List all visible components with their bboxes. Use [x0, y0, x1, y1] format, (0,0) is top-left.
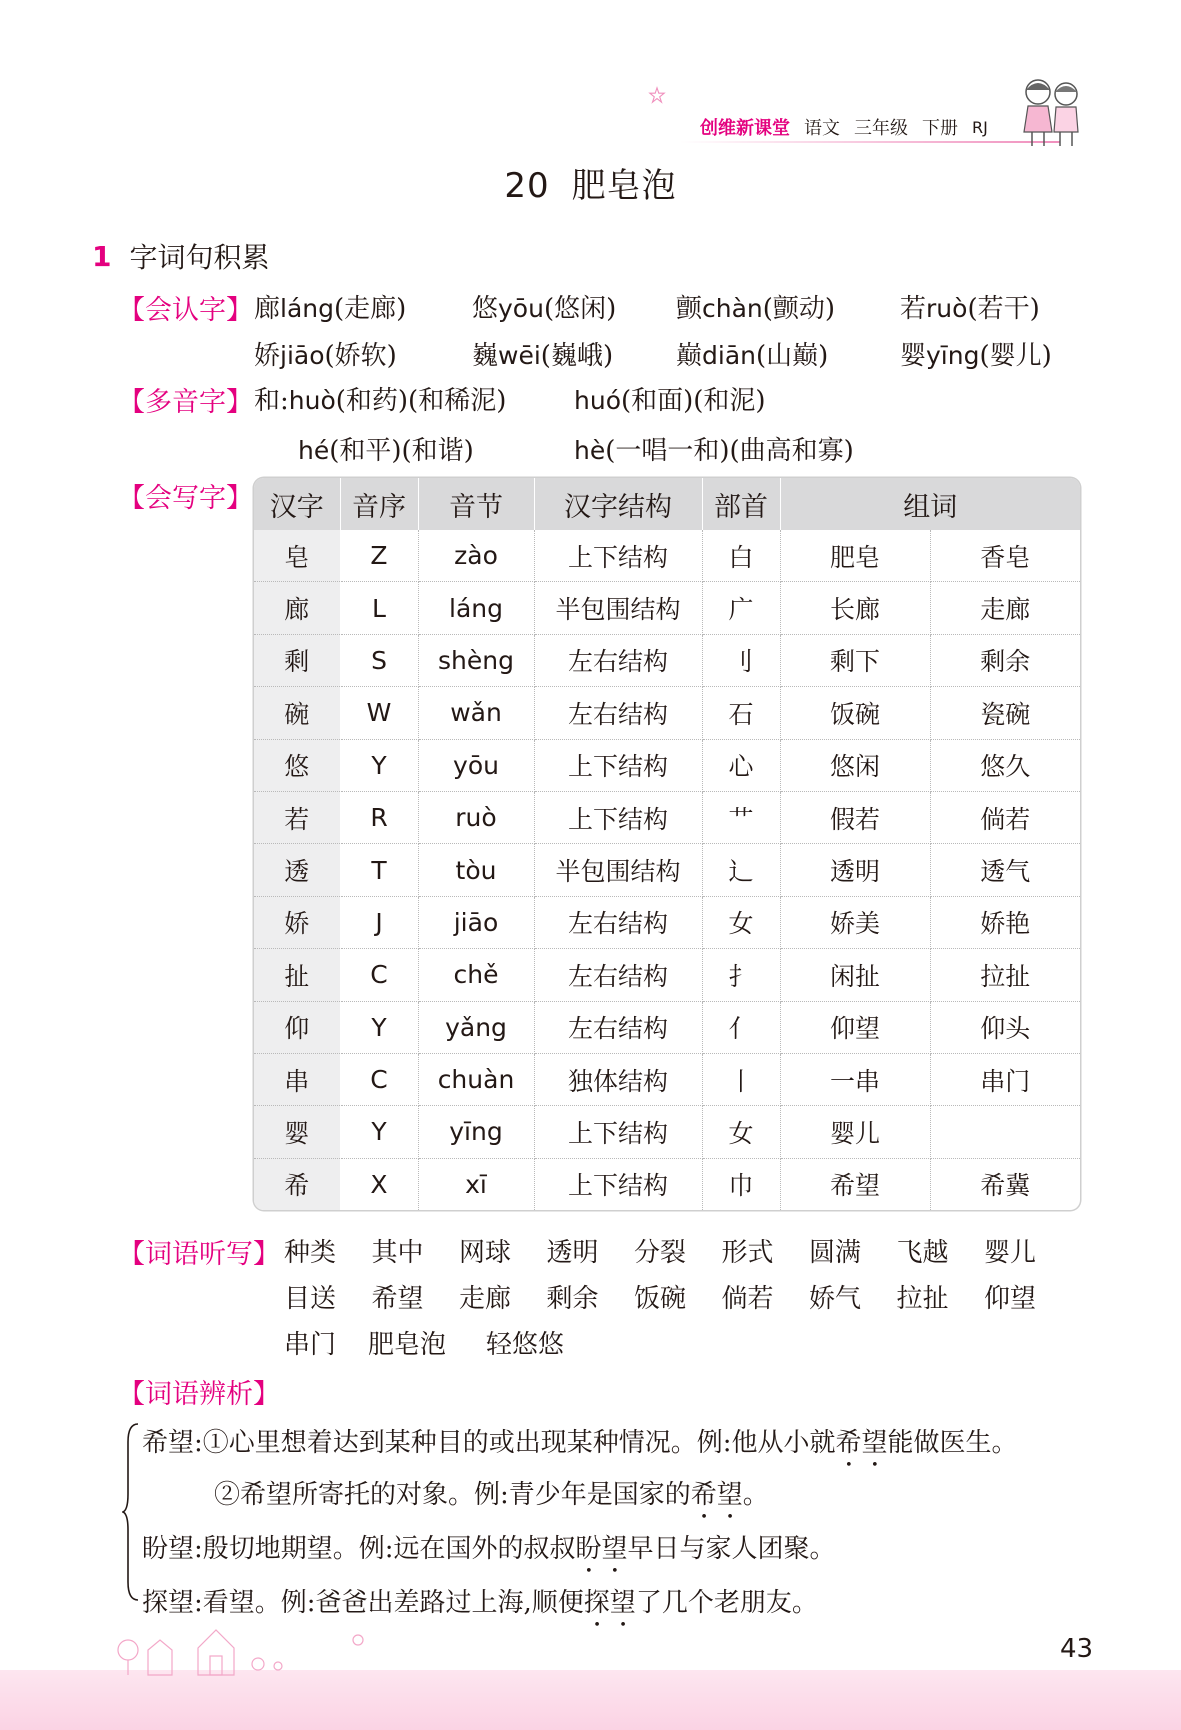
table-row — [254, 949, 1080, 1001]
table-row — [254, 791, 1080, 843]
cell-hanzi: 娇 — [254, 896, 340, 948]
recognize-item: 悠yōu(悠闲) — [472, 294, 617, 324]
grade: 三年级 — [854, 118, 908, 139]
cell-yinjie: láng — [418, 582, 534, 634]
cell-radical: 巾 — [702, 1158, 780, 1210]
brand-name: 创维新课堂 — [700, 118, 790, 139]
write-chars-table — [254, 478, 1080, 1210]
cell-word-1: 假若 — [780, 791, 930, 843]
recognize-item: 颤chàn(颤动) — [676, 294, 836, 324]
cell-yinxu: R — [340, 791, 418, 843]
dictation-word: 剩余 — [546, 1284, 599, 1314]
dictation-word: 走廊 — [459, 1284, 512, 1314]
cell-structure: 上下结构 — [534, 791, 702, 843]
cell-yinxu: C — [340, 949, 418, 1001]
cell-radical: 女 — [702, 896, 780, 948]
dictation-word: 倘若 — [721, 1284, 774, 1314]
cell-yinxu: Y — [340, 1106, 418, 1158]
header-structure: 汉字结构 — [534, 478, 702, 530]
cell-structure: 左右结构 — [534, 949, 702, 1001]
cell-yinxu: X — [340, 1158, 418, 1210]
cell-structure: 上下结构 — [534, 1106, 702, 1158]
table-row — [254, 739, 1080, 791]
dictation-word: 种类 — [284, 1238, 337, 1268]
cell-word-1: 悠闲 — [780, 739, 930, 791]
recognize-item: 巅diān(山巅) — [676, 341, 829, 371]
house-tree-illustration-icon — [108, 1620, 408, 1680]
kids-illustration-icon — [1010, 72, 1090, 152]
cell-structure: 上下结构 — [534, 530, 702, 582]
cell-word-1: 剩下 — [780, 634, 930, 686]
cell-yinxu: S — [340, 634, 418, 686]
cell-hanzi: 若 — [254, 791, 340, 843]
cell-hanzi: 透 — [254, 844, 340, 896]
cell-yinxu: Y — [340, 739, 418, 791]
dictation-word: 目送 — [284, 1284, 337, 1314]
dictation-word: 肥皂泡 — [368, 1330, 447, 1360]
cell-word-2: 娇艳 — [930, 896, 1080, 948]
cell-radical: 亻 — [702, 1001, 780, 1053]
cell-word-1: 闲扯 — [780, 949, 930, 1001]
table-row — [254, 844, 1080, 896]
section-title: 字词句积累 — [129, 241, 270, 274]
subject: 语文 — [804, 118, 840, 139]
cell-structure: 上下结构 — [534, 739, 702, 791]
section-number: 1 — [92, 239, 112, 273]
table-header-row — [254, 478, 1080, 530]
cell-radical: 丨 — [702, 1053, 780, 1105]
dictation-word: 圆满 — [809, 1238, 862, 1268]
cell-yinjie: tòu — [418, 844, 534, 896]
dictation-word: 透明 — [546, 1238, 599, 1268]
lesson-name: 肥皂泡 — [571, 166, 677, 206]
cell-structure: 左右结构 — [534, 896, 702, 948]
cell-word-2 — [930, 1106, 1080, 1158]
table-row — [254, 896, 1080, 948]
table-row — [254, 1158, 1080, 1210]
cell-hanzi: 悠 — [254, 739, 340, 791]
recognize-item: 婴yīng(婴儿) — [900, 341, 1052, 371]
polyphonic-line-1: 和:huò(和药)(和稀泥) — [254, 386, 507, 416]
curly-brace-icon — [122, 1422, 142, 1602]
cell-yinxu: J — [340, 896, 418, 948]
table-row — [254, 687, 1080, 739]
recognize-item: 若ruò(若干) — [900, 294, 1040, 324]
cell-word-2: 走廊 — [930, 582, 1080, 634]
header-radical: 部首 — [702, 478, 780, 530]
def-panwang: 盼望:殷切地期望。例:远在国外的叔叔盼望早日与家人团聚。 — [142, 1534, 836, 1564]
volume: 下册 — [922, 118, 958, 139]
dictation-word: 拉扯 — [896, 1284, 949, 1314]
table-row — [254, 1001, 1080, 1053]
lesson-number: 20 — [504, 166, 550, 206]
cell-hanzi: 扯 — [254, 949, 340, 1001]
dictation-word: 仰望 — [984, 1284, 1037, 1314]
cell-yinjie: chuàn — [418, 1053, 534, 1105]
cell-structure: 左右结构 — [534, 1001, 702, 1053]
cell-word-2: 剩余 — [930, 634, 1080, 686]
cell-hanzi: 廊 — [254, 582, 340, 634]
dictation-word: 饭碗 — [634, 1284, 687, 1314]
cell-hanzi: 皂 — [254, 530, 340, 582]
cell-word-1: 饭碗 — [780, 687, 930, 739]
dictation-word: 希望 — [371, 1284, 424, 1314]
cell-word-2: 倘若 — [930, 791, 1080, 843]
cell-word-1: 婴儿 — [780, 1106, 930, 1158]
cell-yinjie: wǎn — [418, 687, 534, 739]
edition: RJ — [972, 117, 988, 137]
label-recognize: 【会认字】 — [118, 295, 253, 326]
flower-decoration-icon — [648, 86, 666, 104]
header-divider — [680, 141, 1060, 143]
cell-yinjie: ruò — [418, 791, 534, 843]
cell-word-1: 娇美 — [780, 896, 930, 948]
cell-radical: 白 — [702, 530, 780, 582]
table-row — [254, 634, 1080, 686]
recognize-item: 巍wēi(巍峨) — [472, 341, 614, 371]
cell-hanzi: 剩 — [254, 634, 340, 686]
cell-word-1: 希望 — [780, 1158, 930, 1210]
dictation-word: 串门 — [284, 1330, 337, 1360]
def-xiwang-1: 希望:①心里想着达到某种目的或出现某种情况。例:他从小就希望能做医生。 — [142, 1428, 1018, 1458]
cell-radical: 艹 — [702, 791, 780, 843]
table-row — [254, 1106, 1080, 1158]
page-number: 43 — [1060, 1634, 1094, 1664]
cell-structure: 左右结构 — [534, 687, 702, 739]
table-row — [254, 530, 1080, 582]
cell-yinxu: T — [340, 844, 418, 896]
cell-yinjie: xī — [418, 1158, 534, 1210]
cell-word-2: 香皂 — [930, 530, 1080, 582]
header-yinxu: 音序 — [340, 478, 418, 530]
cell-structure: 半包围结构 — [534, 844, 702, 896]
header-yinjie: 音节 — [418, 478, 534, 530]
cell-hanzi: 希 — [254, 1158, 340, 1210]
dictation-word: 轻悠悠 — [486, 1330, 565, 1360]
label-write: 【会写字】 — [118, 483, 253, 514]
dictation-word: 网球 — [459, 1238, 512, 1268]
cell-hanzi: 婴 — [254, 1106, 340, 1158]
polyphonic-line-2: hé(和平)(和谐) — [298, 436, 474, 466]
cell-radical: 广 — [702, 582, 780, 634]
recognize-item: 娇jiāo(娇软) — [254, 341, 397, 371]
cell-yinjie: jiāo — [418, 896, 534, 948]
cell-radical: 女 — [702, 1106, 780, 1158]
table-body — [254, 530, 1080, 1210]
cell-radical: 石 — [702, 687, 780, 739]
header-words: 组词 — [780, 478, 1080, 530]
cell-yinxu: C — [340, 1053, 418, 1105]
dictation-word: 婴儿 — [984, 1238, 1037, 1268]
cell-yinxu: L — [340, 582, 418, 634]
table-row — [254, 1053, 1080, 1105]
cell-radical: 心 — [702, 739, 780, 791]
cell-radical: 辶 — [702, 844, 780, 896]
cell-hanzi: 仰 — [254, 1001, 340, 1053]
cell-word-2: 仰头 — [930, 1001, 1080, 1053]
dictation-word: 其中 — [371, 1238, 424, 1268]
cell-yinxu: Y — [340, 1001, 418, 1053]
cell-structure: 上下结构 — [534, 1158, 702, 1210]
cell-word-1: 一串 — [780, 1053, 930, 1105]
def-tanwang: 探望:看望。例:爸爸出差路过上海,顺便探望了几个老朋友。 — [142, 1588, 818, 1618]
cell-radical: 扌 — [702, 949, 780, 1001]
cell-word-1: 肥皂 — [780, 530, 930, 582]
cell-yinjie: yǎng — [418, 1001, 534, 1053]
def-xiwang-2: ②希望所寄托的对象。例:青少年是国家的希望。 — [214, 1480, 769, 1510]
lesson-title — [0, 158, 1181, 207]
table-row — [254, 582, 1080, 634]
recognize-item: 廊láng(走廊) — [254, 294, 407, 324]
cell-yinjie: zào — [418, 530, 534, 582]
cell-word-2: 串门 — [930, 1053, 1080, 1105]
cell-yinxu: Z — [340, 530, 418, 582]
cell-word-2: 透气 — [930, 844, 1080, 896]
cell-structure: 半包围结构 — [534, 582, 702, 634]
cell-yinjie: shèng — [418, 634, 534, 686]
cell-yinxu: W — [340, 687, 418, 739]
cell-hanzi: 串 — [254, 1053, 340, 1105]
polyphonic-line-2b: hè(一唱一和)(曲高和寡) — [574, 436, 854, 466]
cell-word-2: 瓷碗 — [930, 687, 1080, 739]
section-heading — [92, 236, 270, 276]
cell-structure: 独体结构 — [534, 1053, 702, 1105]
cell-structure: 左右结构 — [534, 634, 702, 686]
dictation-word: 形式 — [721, 1238, 774, 1268]
cell-yinjie: yōu — [418, 739, 534, 791]
label-polyphonic: 【多音字】 — [118, 387, 253, 418]
cell-hanzi: 碗 — [254, 687, 340, 739]
book-header — [700, 112, 988, 142]
dictation-word: 飞越 — [896, 1238, 949, 1268]
cell-yinjie: chě — [418, 949, 534, 1001]
label-dictation: 【词语听写】 — [118, 1239, 280, 1270]
dictation-word: 分裂 — [634, 1238, 687, 1268]
polyphonic-line-1b: huó(和面)(和泥) — [574, 386, 766, 416]
cell-yinjie: yīng — [418, 1106, 534, 1158]
cell-word-1: 透明 — [780, 844, 930, 896]
label-discrimination: 【词语辨析】 — [118, 1379, 280, 1410]
cell-word-2: 希冀 — [980, 1171, 1031, 1201]
cell-word-2: 悠久 — [930, 739, 1080, 791]
cell-word-1: 长廊 — [780, 582, 930, 634]
dictation-word: 娇气 — [809, 1284, 862, 1314]
cell-radical: 刂 — [702, 634, 780, 686]
cell-word-1: 仰望 — [780, 1001, 930, 1053]
header-hanzi: 汉字 — [254, 478, 340, 530]
cell-word-2: 拉扯 — [930, 949, 1080, 1001]
